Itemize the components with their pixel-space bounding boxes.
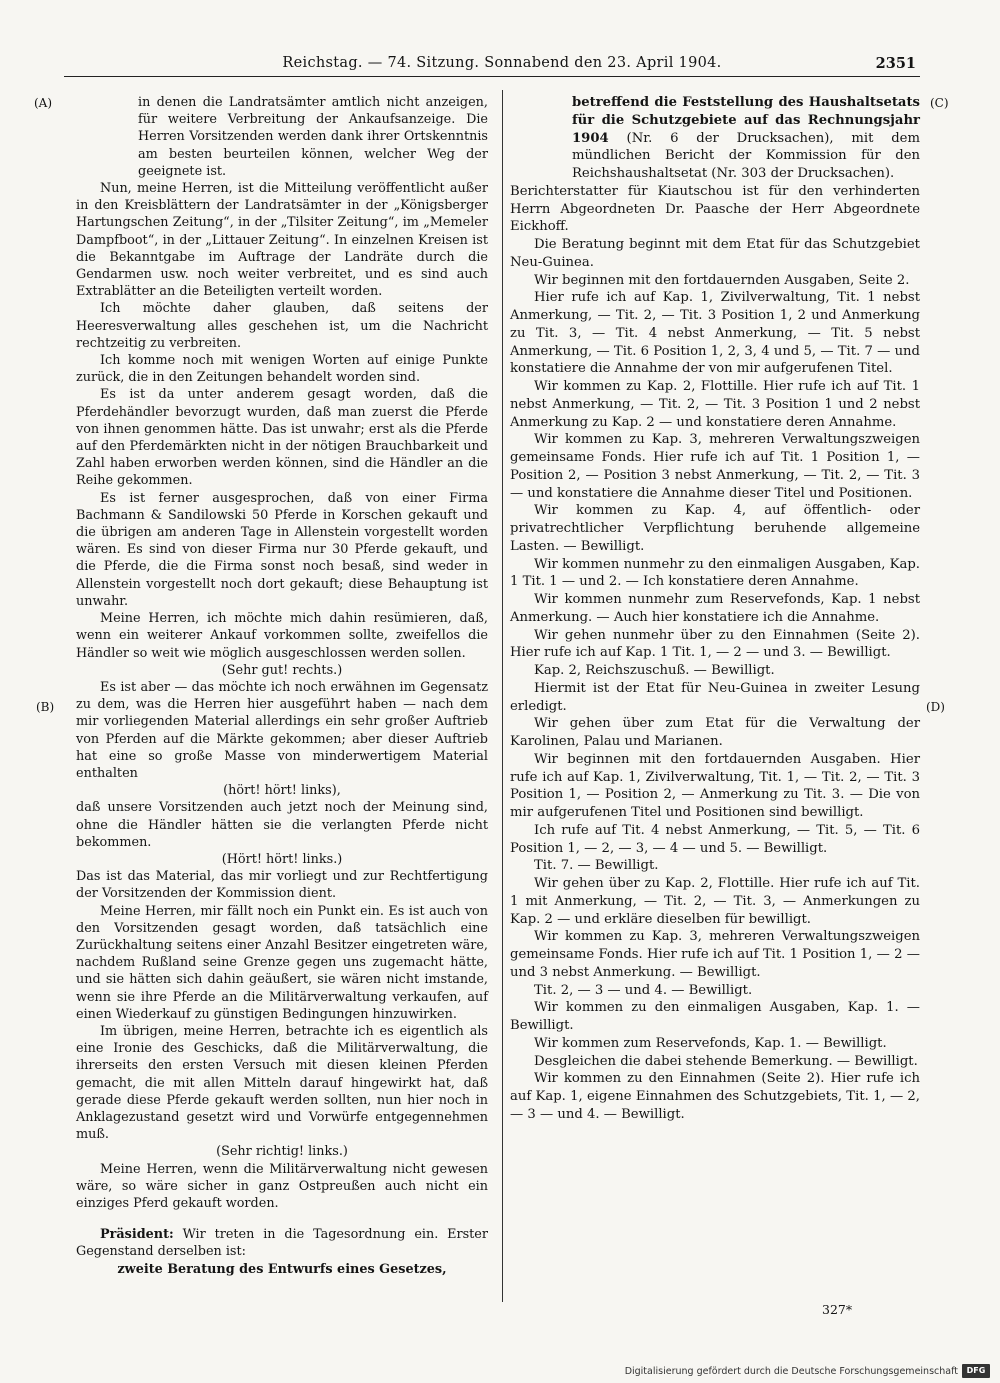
- paragraph: Wir kommen zu den Einnahmen (Seite 2). Hier rufe ich auf Kap. 1, eigene Einnahmen des Schutzgebiets, Tit. 1, — 2, — 3 — und 4. — Bewilligt.: [510, 1071, 920, 1122]
- signature-mark: 327*: [822, 1302, 853, 1317]
- column-divider: [502, 90, 503, 1302]
- interjection: (Sehr richtig! links.): [216, 1144, 348, 1160]
- paragraph: Ich möchte daher glauben, daß seitens der Heeresverwaltung alles geschehen ist, um die Nachricht rechtzeitig zu verbreiten.: [76, 301, 488, 351]
- paragraph: Meine Herren, mir fällt noch ein Punkt ein. Es ist auch von den Vorsitzenden gesagt worden, daß tatsächlich eine Zurückhaltung seitens einer Anzahl Besitzer eingetreten wäre, nachdem Rußland seine Grenze gegen uns zugemacht hätte, und sie hätten sich dahin geäußert, sie wären nicht imstande, wenn sie ihre Pferde an die Militärverwaltung verkaufen, auf einen Wiederkauf zu günstigen Bedingungen hinzuwirken.: [76, 903, 488, 1022]
- right-column: [510, 94, 920, 1124]
- footer-credit: Digitalisierung gefördert durch die Deutsche Forschungsgemeinschaft: [624, 1366, 958, 1377]
- paragraph: Wir gehen über zu Kap. 2, Flottille. Hier rufe ich auf Tit. 1 mit Anmerkung, — Tit. 2, — Tit. 3, — Anmerkungen zu Kap. 2 — und erkläre dieselben für bewilligt.: [510, 876, 920, 927]
- paragraph: Wir beginnen mit den fortdauernden Ausgaben, Seite 2.: [534, 272, 910, 288]
- president-label: Präsident:: [100, 1227, 174, 1243]
- paragraph: Berichterstatter für Kiautschou ist für den verhinderten Herrn Abgeordneten Dr. Paasche der Herr Abgeordnete Eickhoff.: [510, 183, 920, 235]
- margin-mark-d: (D): [926, 700, 945, 714]
- paragraph: Das ist das Material, das mir vorliegt und zur Rechtfertigung der Vorsitzenden der Kommission dient.: [76, 869, 488, 902]
- paragraph: Wir kommen nunmehr zu den einmaligen Ausgaben, Kap. 1 Tit. 1 — und 2. — Ich konstatiere deren Annahme.: [510, 556, 920, 590]
- paragraph: Tit. 2, — 3 — und 4. — Bewilligt.: [534, 982, 753, 998]
- header-rule: [64, 76, 920, 77]
- margin-mark-b: (B): [36, 700, 55, 714]
- paragraph: Wir kommen zu Kap. 4, auf öffentlich- oder privatrechtlicher Verpflichtung beruhende allgemeine Lasten. — Bewilligt.: [510, 503, 920, 554]
- paragraph: Kap. 2, Reichszuschuß. — Bewilligt.: [534, 663, 775, 678]
- paragraph: Hiermit ist der Etat für Neu-Guinea in zweiter Lesung erledigt.: [510, 680, 920, 714]
- president-text: Wir treten in die Tagesordnung ein. Erster Gegenstand derselben ist:: [76, 1227, 488, 1260]
- paragraph: Tit. 7. — Bewilligt.: [534, 858, 659, 874]
- margin-mark-a: (A): [34, 96, 53, 110]
- paragraph: Wir kommen zu Kap. 3, mehreren Verwaltungszweigen gemeinsame Fonds. Hier rufe ich auf Tit. 1 Position 1, — 2 — und 3 nebst Anmerkung. — Bewilligt.: [510, 929, 920, 980]
- digitization-footer: [592, 1364, 992, 1380]
- paragraph: Wir beginnen mit den fortdauernden Ausgaben. Hier rufe ich auf Kap. 1, Zivilverwaltung, Tit. 1, — Tit. 2, — Tit. 3 Position 1, — Position 2, — Anmerkung zu Tit. 3. — Die von mir aufgerufenen Titel und Positionen sind bewilligt.: [510, 751, 920, 820]
- agenda-heading-bold: betreffend die Feststellung des Haushaltsetats für die Schutzgebiete auf das Rechnungsjahr 1904: [572, 95, 920, 146]
- left-column: [76, 94, 488, 1278]
- paragraph: Wir gehen nunmehr über zu den Einnahmen (Seite 2). Hier rufe ich auf Kap. 1 Tit. 1, — 2 — und 3. — Bewilligt.: [510, 627, 920, 661]
- dfg-logo-icon: DFG: [962, 1364, 990, 1378]
- agenda-heading-continued: [510, 94, 920, 183]
- paragraph: Hier rufe ich auf Kap. 1, Zivilverwaltung, Tit. 1 nebst Anmerkung, — Tit. 2, — Tit. 3 Position 1, 2 und Anmerkung zu Tit. 3, — Tit. 4 nebst Anmerkung, — Tit. 5 nebst Anmerkung, — Tit. 6 Position 1, 2, 3, 4 und 5, — Tit. 7 — und konstatiere die Annahme der von mir aufgerufenen Titel.: [510, 290, 920, 377]
- paragraph: daß unsere Vorsitzenden auch jetzt noch der Meinung sind, ohne die Händler hätten sie die verlangten Pferde nicht bekommen.: [76, 800, 488, 850]
- paragraph: Wir kommen zu Kap. 3, mehreren Verwaltungszweigen gemeinsame Fonds. Hier rufe ich auf Tit. 1 Position 1, — Position 2, — Position 3 nebst Anmerkung, — Tit. 2, — Tit. 3 — und konstatiere die Annahme dieser Titel und Positionen.: [510, 432, 920, 501]
- paragraph: Wir kommen zu Kap. 2, Flottille. Hier rufe ich auf Tit. 1 nebst Anmerkung, — Tit. 2, — Tit. 3 Position 1 und 2 nebst Anmerkung zu Kap. 2 — und konstatiere deren Annahme.: [510, 379, 920, 430]
- paragraph: Wir gehen über zum Etat für die Verwaltung der Karolinen, Palau und Marianen.: [510, 716, 920, 749]
- interjection: (hört! hört! links),: [223, 783, 341, 799]
- interjection: (Hört! hört! links.): [221, 851, 343, 867]
- interjection: (Sehr gut! rechts.): [221, 662, 343, 678]
- paragraph: Desgleichen die dabei stehende Bemerkung. — Bewilligt.: [534, 1053, 918, 1069]
- margin-mark-c: (C): [930, 96, 949, 110]
- paragraph: Ich rufe auf Tit. 4 nebst Anmerkung, — Tit. 5, — Tit. 6 Position 1, — 2, — 3, — 4 — und 5. — Bewilligt.: [510, 822, 920, 856]
- paragraph: Die Beratung beginnt mit dem Etat für das Schutzgebiet Neu-Guinea.: [510, 237, 920, 270]
- paragraph: Nun, meine Herren, ist die Mitteilung veröffentlicht außer in den Kreisblättern der Landratsämter in der „Königsberger Hartungschen Zeitung“, in der „Tilsiter Zeitung“, im „Memeler Dampfboot“, in der „Littauer Zeitung“. In einzelnen Kreisen ist die Bekanntgabe im Auftrage der Landräte durch die Gendarmen usw. noch weiter verbreitet, und es sind auch Extrablätter an die Beteiligten verteilt worden.: [76, 181, 488, 300]
- agenda-tail: (Nr. 6 der Drucksachen), mit dem mündlichen Bericht der Kommission für den Reichshaushaltsetat (Nr. 303 der Drucksachen).: [572, 130, 920, 181]
- running-header: [0, 55, 1000, 77]
- paragraph: Wir kommen nunmehr zum Reservefonds, Kap. 1 nebst Anmerkung. — Auch hier konstatiere ich die Annahme.: [510, 592, 920, 625]
- paragraph: Meine Herren, wenn die Militärverwaltung nicht gewesen wäre, so wäre sicher in ganz Ostpreußen auch nicht ein einziges Pferd gekauft worden.: [76, 1161, 488, 1211]
- paragraph: Es ist aber — das möchte ich noch erwähnen im Gegensatz zu dem, was die Herren hier ausgeführt haben — nach dem mir vorliegenden Material allerdings ein sehr großer Auftrieb von Pferden auf die Märkte gekommen; aber dieser Auftrieb hat eine so große Masse von minderwertigem Material enthalten: [76, 679, 488, 781]
- paragraph: in denen die Landratsämter amtlich nicht anzeigen, für weitere Verbreitung der Ankaufsanzeige. Die Herren Vorsitzenden werden dank ihrer Ortskenntnis am besten beurteilen können, welcher Weg der geeignete ist.: [138, 95, 488, 179]
- paragraph: Wir kommen zu den einmaligen Ausgaben, Kap. 1. — Bewilligt.: [510, 1000, 920, 1033]
- paragraph: Es ist da unter anderem gesagt worden, daß die Pferdehändler bevorzugt wurden, daß man zuerst die Pferde von ihnen genommen hätte. Das ist unwahr; erst als die Pferde auf den Pferdemärkten nicht in der nötigen Brauchbarkeit und Zahl haben erworben werden können, sind die Händler an die Reihe gekommen.: [76, 387, 488, 489]
- agenda-heading: zweite Beratung des Entwurfs eines Gesetzes,: [117, 1261, 447, 1277]
- paragraph: Im übrigen, meine Herren, betrachte ich es eigentlich als eine Ironie des Geschicks, daß die Militärverwaltung, die ihrerseits den ersten Versuch mit diesen kleinen Pferden gemacht, die mit allen Mitteln darauf hingewirkt hat, daß gerade diese Pferde gekauft werden sollten, nun hier noch in Anklagezustand gesetzt wird und Vorwürfe entgegennehmen muß.: [76, 1023, 488, 1143]
- page-number: 2351: [875, 55, 916, 72]
- paragraph: Ich komme noch mit wenigen Worten auf einige Punkte zurück, die in den Zeitungen behandelt worden sind.: [76, 353, 488, 386]
- paragraph: Meine Herren, ich möchte mich dahin resümieren, daß, wenn ein weiterer Ankauf vorkommen sollte, zweifellos die Händler so weit wie möglich ausgeschlossen werden sollen.: [76, 611, 488, 661]
- paragraph: Es ist ferner ausgesprochen, daß von einer Firma Bachmann & Sandilowski 50 Pferde in Korschen gekauft und die übrigen am anderen Tage in Allenstein vorgestellt worden wären. Es sind von dieser Firma nur 30 Pferde gekauft, und die Pferde, die die Firma sonst noch besaß, sind weder in Allenstein vorgestellt noch dort gekauft; diese Behauptung ist unwahr.: [76, 490, 488, 609]
- page-header-title: Reichstag. — 74. Sitzung. Sonnabend den 23. April 1904.: [282, 55, 722, 71]
- president-paragraph: [76, 1226, 488, 1260]
- paragraph: Wir kommen zum Reservefonds, Kap. 1. — Bewilligt.: [534, 1035, 887, 1051]
